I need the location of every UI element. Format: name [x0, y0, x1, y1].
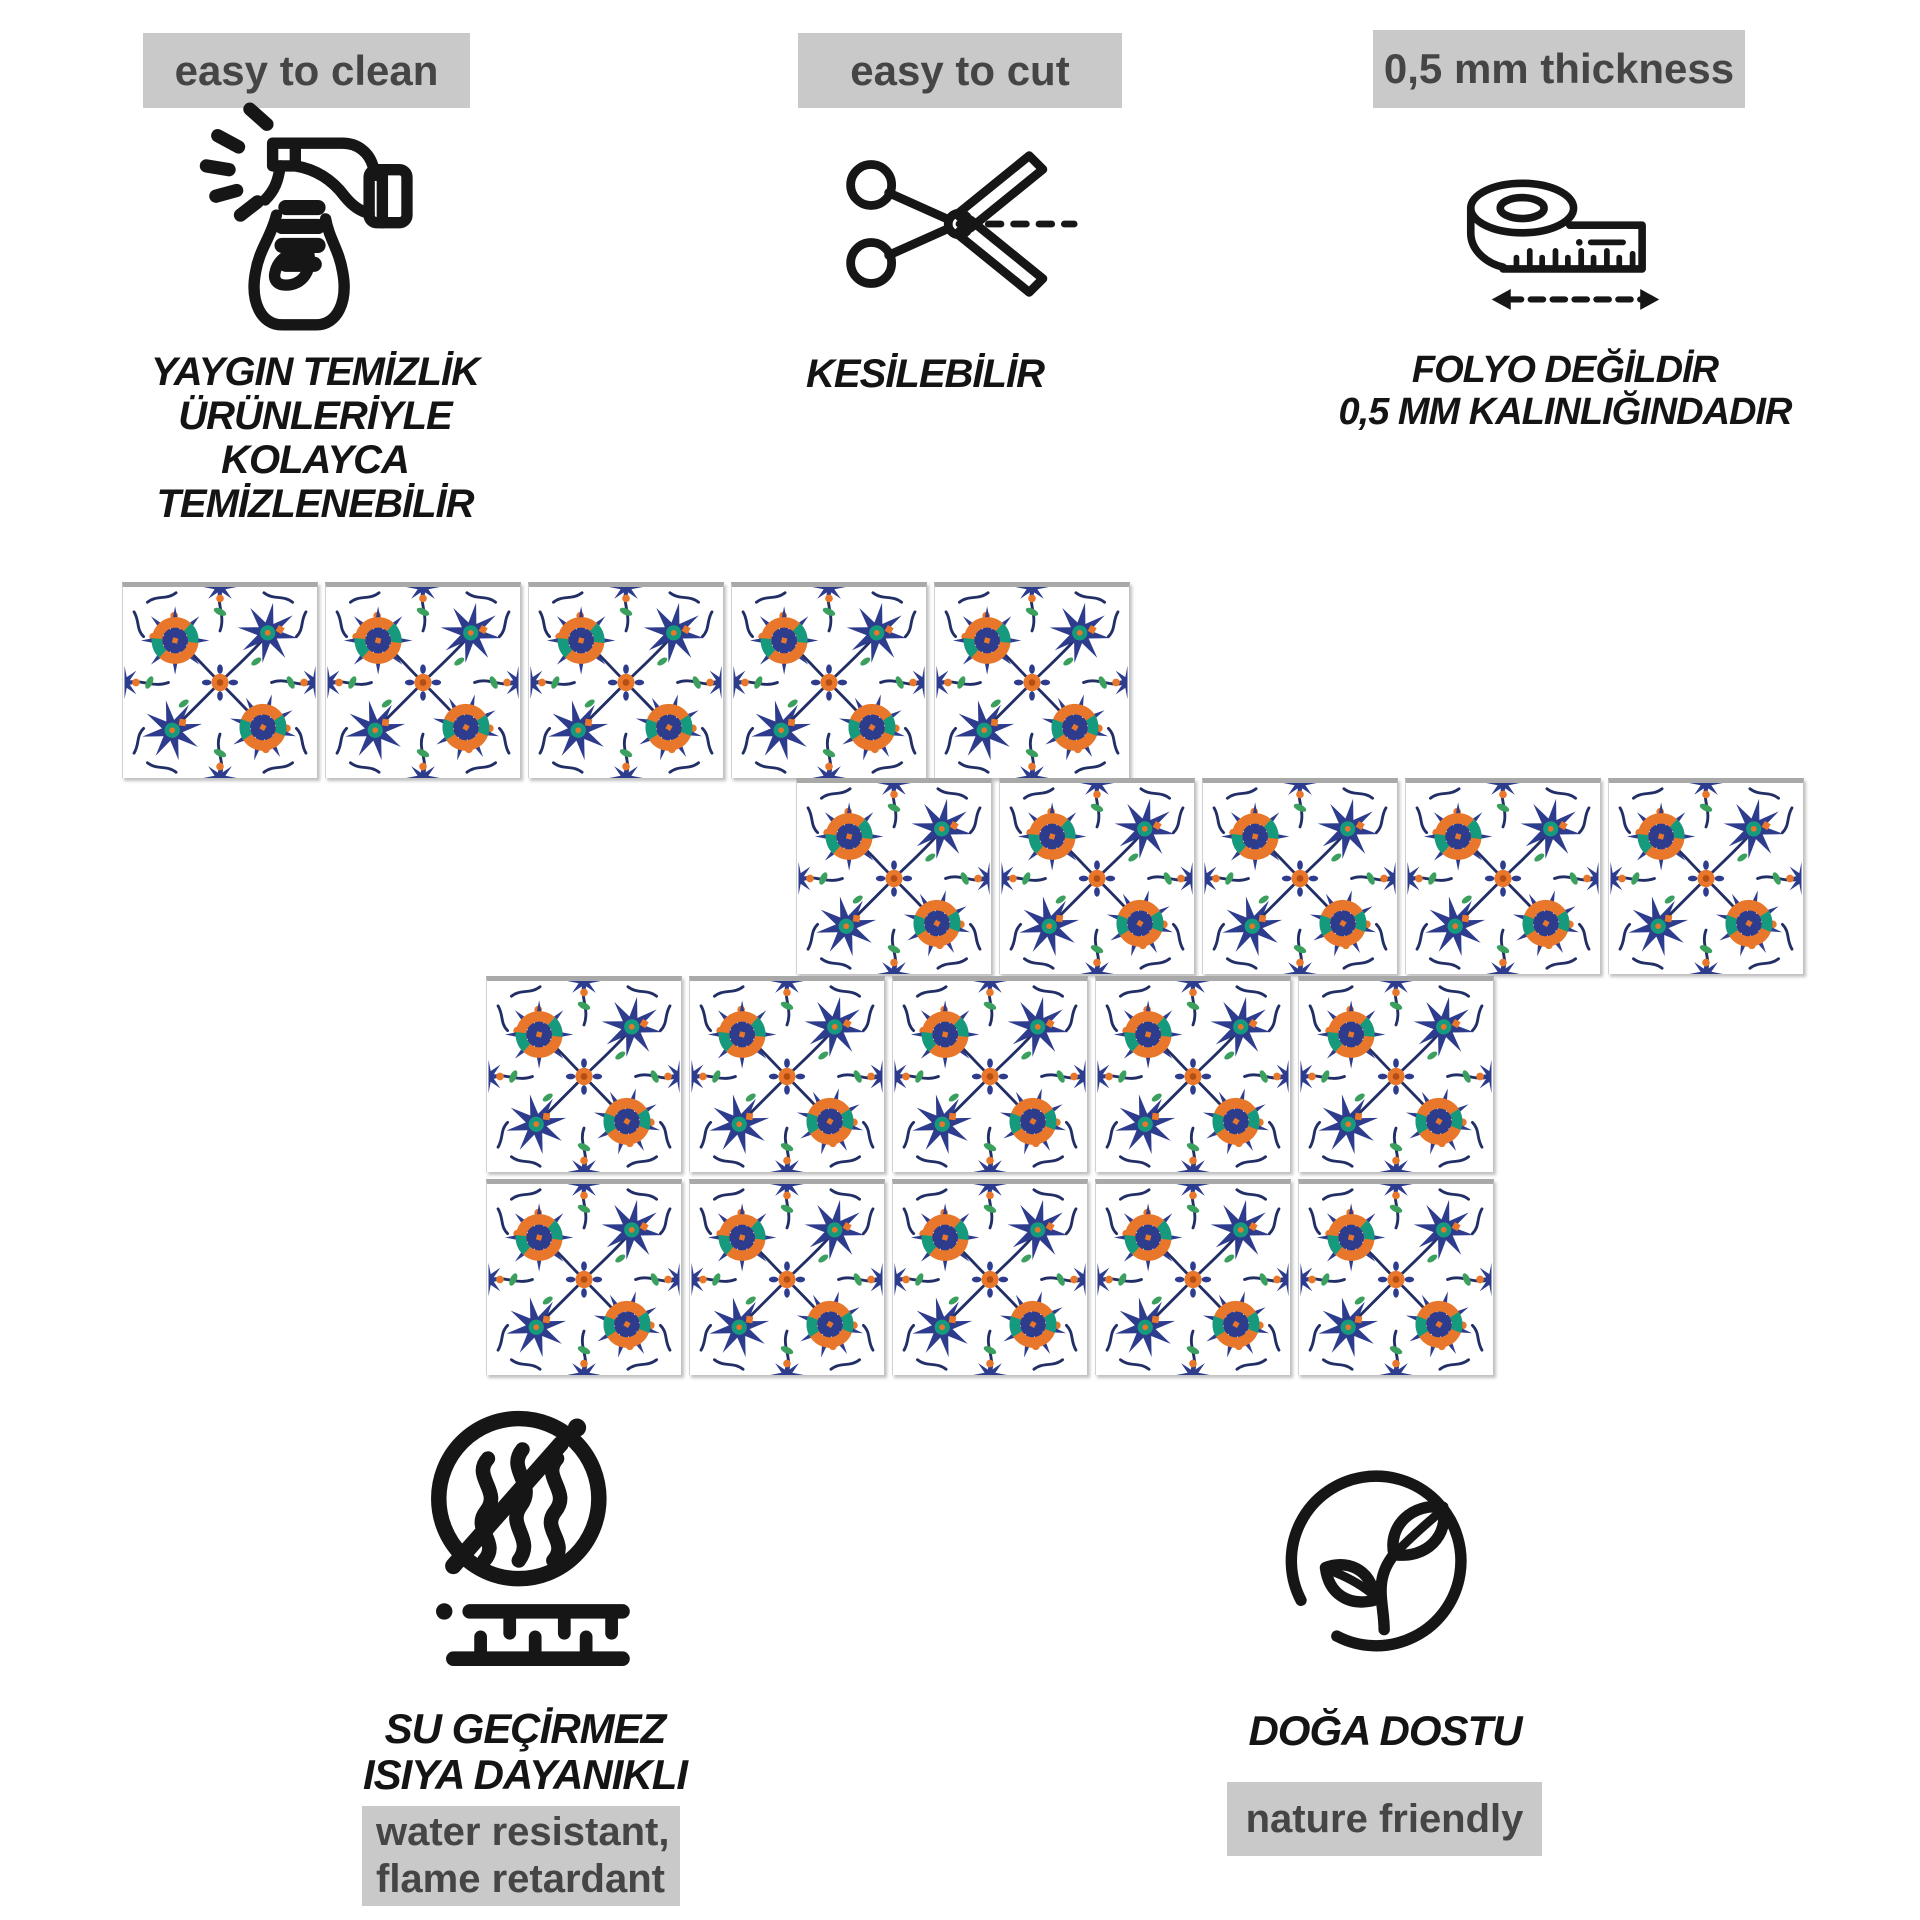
tile-sticker	[999, 778, 1195, 974]
tile-sticker	[731, 582, 927, 778]
caption-line: 0,5 MM KALINLIĞINDADIR	[1338, 390, 1792, 433]
tile-sticker	[934, 582, 1130, 778]
caption-line: DOĞA DOSTU	[1248, 1707, 1522, 1754]
tile-sticker	[486, 976, 682, 1172]
water-flame-caption	[320, 1706, 730, 1798]
tile-sticker	[1095, 976, 1291, 1172]
tile-sticker	[325, 582, 521, 778]
no-heat-icon	[404, 1404, 650, 1686]
easy-to-cut-caption	[770, 352, 1080, 396]
scissors-icon	[836, 136, 1080, 312]
tile-sticker	[689, 976, 885, 1172]
spray-bottle-icon	[186, 94, 416, 340]
tile-sticker	[1298, 1179, 1494, 1375]
caption-line: KOLAYCA	[221, 438, 409, 482]
tile-grid-bottom	[486, 976, 1494, 1375]
leaf-icon	[1270, 1460, 1482, 1672]
badge-line: flame retardant	[376, 1857, 665, 1901]
water-flame-badge	[362, 1806, 680, 1906]
tile-sticker	[1405, 778, 1601, 974]
thickness-caption	[1320, 350, 1810, 434]
tile-row-middle	[796, 778, 1804, 974]
nature-badge: nature friendly	[1227, 1782, 1542, 1856]
caption-line: ISIYA DAYANIKLI	[362, 1751, 688, 1799]
caption-line: YAYGIN TEMİZLİK	[151, 350, 479, 394]
tile-row-top	[122, 582, 1130, 778]
easy-to-cut-badge: easy to cut	[798, 33, 1122, 108]
tile-sticker	[122, 582, 318, 778]
tile-sticker	[892, 1179, 1088, 1375]
tile-sticker	[689, 1179, 885, 1375]
tile-sticker	[1608, 778, 1804, 974]
badge-line: water resistant,	[376, 1809, 670, 1854]
thickness-badge: 0,5 mm thickness	[1373, 30, 1745, 108]
caption-line: SU GEÇİRMEZ	[384, 1705, 666, 1752]
tape-measure-icon	[1446, 168, 1684, 330]
tile-sticker	[1298, 976, 1494, 1172]
tile-sticker	[486, 1179, 682, 1375]
easy-to-clean-badge: easy to clean	[143, 33, 470, 108]
tile-sticker	[892, 976, 1088, 1172]
caption-line: TEMİZLENEBİLİR	[156, 482, 474, 526]
tile-sticker	[796, 778, 992, 974]
easy-to-clean-caption	[95, 350, 535, 526]
caption-line: KESİLEBİLİR	[806, 352, 1044, 396]
tile-sticker	[1095, 1179, 1291, 1375]
caption-line: FOLYO DEĞİLDİR	[1411, 349, 1719, 391]
caption-line: ÜRÜNLERİYLE	[178, 394, 452, 438]
tile-sticker	[1202, 778, 1398, 974]
nature-caption	[1230, 1708, 1540, 1754]
tile-sticker	[528, 582, 724, 778]
